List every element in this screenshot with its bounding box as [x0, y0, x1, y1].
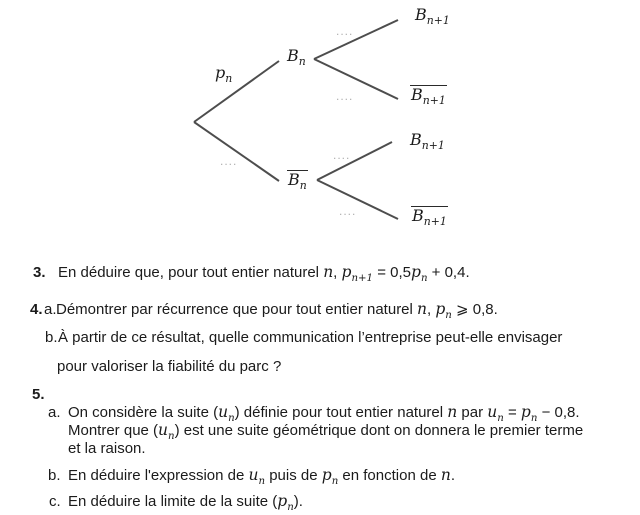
question-5-number: 5. [32, 386, 45, 403]
question-3-text: En déduire que, pour tout entier naturel n, $p_{n+1} = 0,5p_n + 0,4$. [58, 263, 470, 284]
branch-label-dots-Bnbar-lower: .... [339, 204, 357, 218]
math-var: u [248, 466, 259, 484]
math-label: $B_{n+1}$ [410, 130, 445, 153]
math-subscript: n [445, 310, 452, 321]
branch-label-dots-Bn-lower: .... [336, 89, 354, 103]
question-4b-letter: b. [45, 329, 58, 346]
question-4b-text-continued: pour valoriser la fiabilité du parc ? [57, 358, 282, 375]
math-var: n [440, 466, 451, 484]
math-var: p [520, 403, 531, 421]
tree-branch-Bnbar-Bn1 [317, 142, 392, 180]
question-5b-text: En déduire l'expression de $u_n$ puis de $p_n$ en fonction de n. [68, 466, 455, 487]
question-5c-letter: c. [49, 493, 61, 510]
question-5a-text-line2: Montrer que $(u_n)$ est une suite géométrique dont on donnera le premier terme [68, 421, 584, 442]
tree-node-Bn [286, 46, 307, 69]
math-var: p [341, 263, 352, 281]
math-subscript: n [168, 431, 175, 442]
math-subscript: n [530, 413, 538, 424]
tree-node-Bn1-bar-lower [411, 206, 448, 229]
tree-node-Bn1-bar-upper [410, 85, 447, 108]
math-label: $B_{n+1}$ [415, 5, 450, 28]
branch-label-dots-root-lower: .... [220, 154, 238, 168]
math-subscript: n [497, 413, 504, 424]
math-subscript: n [258, 476, 266, 487]
math-label-overline: $B_n$ [288, 170, 307, 193]
tree-branches [0, 0, 640, 248]
math-subscript: n [331, 476, 339, 487]
math-var: n [447, 403, 458, 421]
tree-branch-Bnbar-Bn1-bar [317, 180, 398, 219]
math-var: p [435, 300, 446, 318]
question-5b-letter: b. [48, 467, 61, 484]
tree-branch-Bn-Bn1-bar [314, 59, 398, 99]
math-label-overline: $B_{n+1}$ [411, 85, 446, 108]
probability-tree [0, 0, 640, 248]
branch-label-dots-Bn-upper: .... [336, 24, 354, 38]
branch-label-dots-Bnbar-upper: .... [333, 148, 351, 162]
math-var: u [487, 403, 498, 421]
question-5c-text: En déduire la limite de la suite $(p_n)$. [68, 492, 303, 513]
question-4-number: 4. [30, 301, 43, 318]
question-5a-text-line3: et la raison. [68, 440, 146, 457]
tree-branch-root-Bn-bar [194, 122, 279, 181]
math-subscript: n+1 [351, 273, 374, 284]
math-label-overline: $B_{n+1}$ [412, 206, 447, 229]
math-subscript: n [287, 502, 294, 513]
math-var: n [323, 263, 334, 281]
math-var: p [277, 492, 288, 510]
tree-node-Bn1-top [414, 5, 451, 28]
question-3-number: 3. [33, 264, 46, 281]
question-4a-letter: a. [44, 301, 57, 318]
math-label: $B_n$ [287, 46, 306, 69]
math-var: u [218, 403, 229, 421]
branch-label-pn [215, 63, 233, 86]
math-subscript: n [228, 413, 235, 424]
math-var: p [411, 263, 421, 281]
math-var: p [321, 466, 332, 484]
math-subscript: n [420, 273, 428, 284]
question-5a-text: On considère la suite $(u_n)$ définie pour tout entier naturel n par $u_n = p_n - 0,8$. [68, 403, 580, 424]
math-subscript: n [225, 72, 233, 86]
question-5a-letter: a. [48, 404, 61, 421]
tree-branch-Bn-Bn1 [314, 20, 398, 59]
math-var: u [158, 421, 169, 439]
tree-node-Bn-bar [287, 170, 308, 193]
question-4a-text: Démontrer par récurrence que pour tout entier naturel n, $p_n$ ⩾ 0,8. [56, 300, 498, 321]
math-var: n [417, 300, 428, 318]
tree-branch-root-Bn [194, 61, 279, 122]
tree-node-Bn1-lower [409, 130, 446, 153]
math-var: p [215, 63, 226, 82]
question-4b-text: À partir de ce résultat, quelle communication l’entreprise peut-elle envisager [58, 329, 563, 346]
